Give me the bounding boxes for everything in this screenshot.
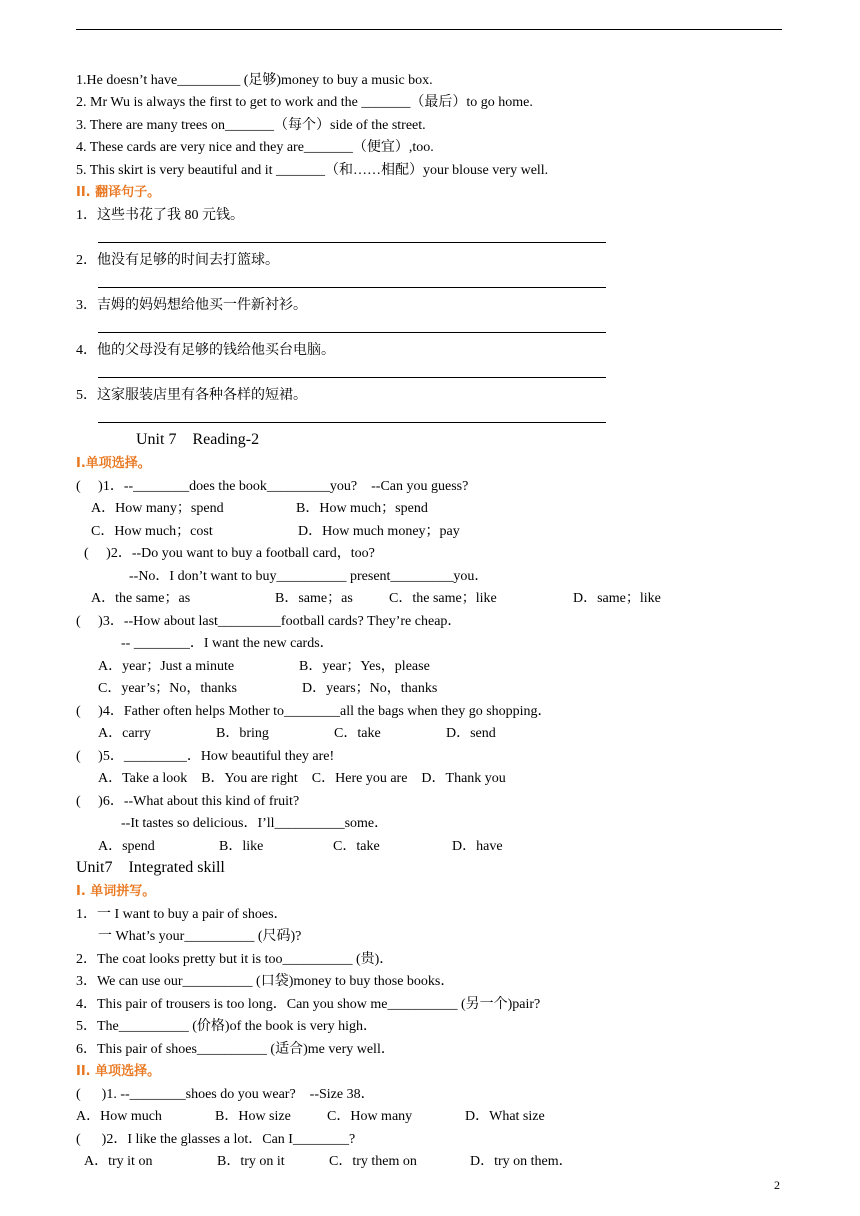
answer-line-2 [98,287,606,288]
text-line: C．How many [327,1109,413,1124]
text-line: --It tastes so delicious．I’ll__________some． [121,816,389,831]
text-line: A．try it on [84,1154,153,1169]
text-line: 3．吉姆的妈妈想给他买一件新衬衫。 [76,298,307,313]
text-line: A．carry [98,726,151,741]
text-line: 5．这家服装店里有各种各样的短裙。 [76,388,307,403]
text-line: C．try them on [329,1154,417,1169]
text-line: D．have [452,839,503,854]
text-line: 1.He doesn’t have_________ (足够)money to buy a music box. [76,73,433,88]
text-line: A．the same；as [91,591,191,606]
text-line: 2．The coat looks pretty but it is too__________ (贵)． [76,952,394,967]
text-line: B．like [219,839,264,854]
text-line: ( )1．--________does the book_________you? --Can you guess? [76,479,469,494]
text-line: I.单项选择。 [76,456,151,471]
text-line: B．same；as [275,591,353,606]
text-line: 5. This skirt is very beautiful and it _______（和……相配）your blouse very well. [76,163,549,178]
text-line: ( )3．--How about last_________football cards? They’re cheap． [76,614,462,629]
text-line: 5．The__________ (价格)of the book is very high． [76,1019,377,1034]
text-line: A．year；Just a minute [98,659,235,674]
answer-line-3 [98,332,606,333]
text-line: B．bring [216,726,269,741]
answer-line-1 [98,242,606,243]
text-line: II. 翻译句子。 [76,185,161,200]
text-line: D．send [446,726,496,741]
text-line: A．spend [98,839,155,854]
text-line: B．How much；spend [296,501,428,516]
text-line: I. 单词拼写。 [76,884,156,899]
text-line: B．year；Yes，please [299,659,430,674]
text-line: 3. There are many trees on_______（每个）side of the street. [76,118,426,133]
text-line: C．take [333,839,380,854]
text-line: --No．I don’t want to buy__________ present_________you． [129,569,489,584]
text-line: C．year’s；No，thanks [98,681,237,696]
text-line: 4. These cards are very nice and they are_______（便宜）,too. [76,140,434,155]
text-line: 一 What’s your__________ (尺码)? [98,929,302,944]
text-line: ( )4．Father often helps Mother to________all the bags when they go shopping． [76,704,552,719]
text-line: II. 单项选择。 [76,1064,161,1079]
text-line: A．How many；spend [91,501,224,516]
text-line: Unit7 Integrated skill [76,859,225,876]
text-line: 4．This pair of trousers is too long．Can you show me__________ (另一个)pair? [76,997,541,1012]
text-line: ( )2．--Do you want to buy a football card，too? [84,546,375,561]
text-line: 6．This pair of shoes__________ (适合)me very well． [76,1042,395,1057]
text-line: ( )2．I like the glasses a lot．Can I________? [76,1132,356,1147]
text-line: ( )6．--What about this kind of fruit? [76,794,300,809]
text-line: C．take [334,726,381,741]
text-line: C．the same；like [389,591,497,606]
text-line: D．How much money；pay [298,524,460,539]
text-line: ( )1. --________shoes do you wear? --Size 38． [76,1087,375,1102]
text-line: 1．这些书花了我 80 元钱。 [76,208,244,223]
text-line: ( )5．_________．How beautiful they are! [76,749,335,764]
text-line: D．same；like [573,591,661,606]
text-line: B．How size [215,1109,291,1124]
text-line: A．Take a look B．You are right C．Here you are D．Thank you [98,771,506,786]
answer-line-4 [98,377,606,378]
text-line: 2. Mr Wu is always the first to get to work and the _______（最后）to go home. [76,95,533,110]
page-number: 2 [774,1178,780,1192]
text-line: 3．We can use our__________ (口袋)money to buy those books． [76,974,455,989]
text-line: 1．一 I want to buy a pair of shoes． [76,907,288,922]
text-line: D．What size [465,1109,545,1124]
text-line: A．How much [76,1109,162,1124]
answer-line-5 [98,422,606,423]
text-line: 2．他没有足够的时间去打篮球。 [76,253,279,268]
text-line: C．How much；cost [91,524,213,539]
text-line: B．try on it [217,1154,285,1169]
text-line: D．years；No，thanks [302,681,438,696]
text-line: Unit 7 Reading-2 [136,431,260,448]
text-line: -- ________．I want the new cards． [121,636,334,651]
text-line: 4．他的父母没有足够的钱给他买台电脑。 [76,343,335,358]
header-rule [76,29,782,30]
text-line: D．try on them． [470,1154,573,1169]
